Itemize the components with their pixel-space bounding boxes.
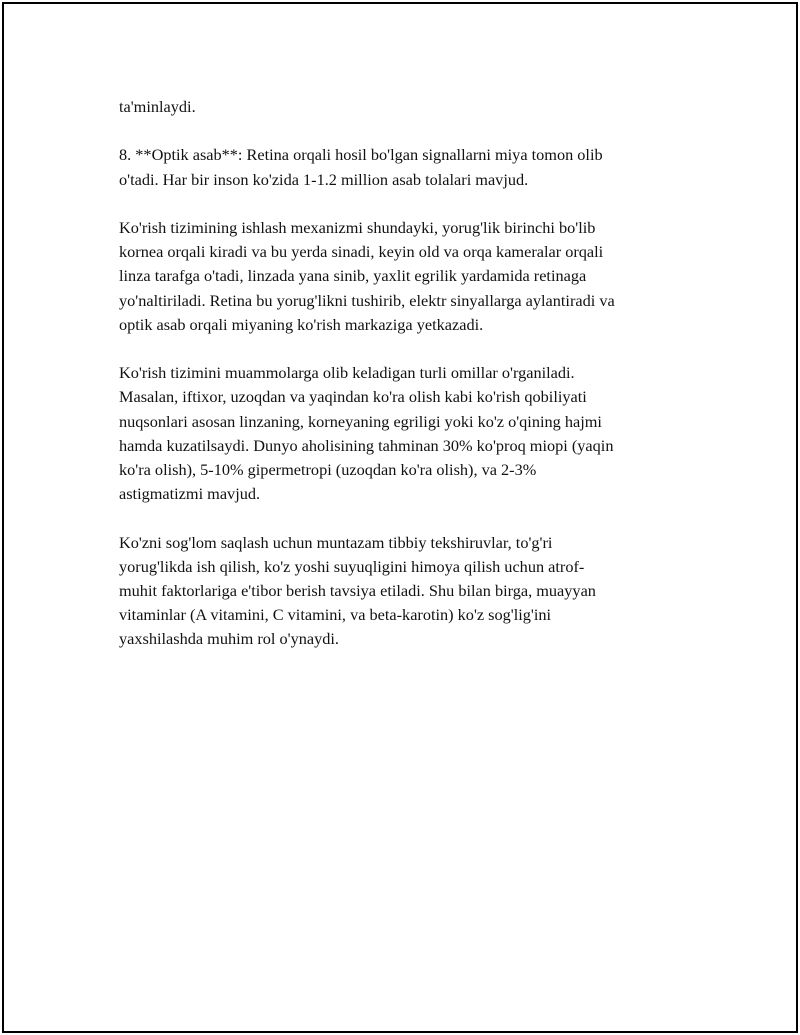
text-line: astigmatizmi mavjud.	[119, 484, 261, 504]
text-line: o'tadi. Har bir inson ko'zida 1-1.2 million asab tolalari mavjud.	[119, 169, 529, 189]
text-line: Ko'rish tizimining ishlash mexanizmi shundayki, yorug'lik birinchi bo'lib	[119, 217, 596, 237]
paragraph-optic-nerve	[119, 143, 684, 191]
text-line: kornea orqali kiradi va bu yerda sinadi, keyin old va orqa kameralar orqali	[119, 242, 604, 262]
text-line: yorug'likda ish qilish, ko'z yoshi suyuqligini himoya qilish uchun atrof-	[119, 556, 585, 576]
document-page	[2, 2, 798, 1033]
text-line: nuqsonlari asosan linzaning, korneyaning egriligi yoki ko'z o'qining hajmi	[119, 411, 602, 431]
text-line: muhit faktorlariga e'tibor berish tavsiya etiladi. Shu bilan birga, muayyan	[119, 581, 596, 600]
paragraph-vision-mechanism	[119, 216, 684, 337]
text-line: yaxshilashda muhim rol o'ynaydi.	[119, 629, 339, 649]
document-body	[119, 95, 684, 676]
text-line: vitaminlar (A vitamini, C vitamini, va beta-karotin) ko'z sog'lig'ini	[119, 605, 552, 625]
text-line: yo'naltiriladi. Retina bu yorug'likni tushirib, elektr sinyallarga aylantiradi va	[119, 290, 615, 310]
text-line: linza tarafga o'tadi, linzada yana sinib, yaxlit egrilik yardamida retinaga	[119, 266, 587, 286]
text-line: ta'minlaydi.	[119, 97, 196, 116]
text-line: optik asab orqali miyaning ko'rish markaziga yetkazadi.	[119, 314, 484, 334]
paragraph-vision-problems	[119, 361, 684, 506]
paragraph-continuation	[119, 95, 684, 119]
text-line: Ko'rish tizimini muammolarga olib keladigan turli omillar o'rganiladi.	[119, 363, 575, 383]
text-line: ko'ra olish), 5-10% gipermetropi (uzoqdan ko'ra olish), va 2-3%	[119, 460, 537, 479]
text-line: 8. **Optik asab**: Retina orqali hosil bo'lgan signallarni miya tomon olib	[119, 145, 603, 165]
paragraph-eye-health	[119, 531, 684, 652]
text-line: hamda kuzatilsaydi. Dunyo aholisining tahminan 30% ko'proq miopi (yaqin	[119, 435, 614, 455]
text-line: Ko'zni sog'lom saqlash uchun muntazam tibbiy tekshiruvlar, to'g'ri	[119, 532, 553, 552]
text-line: Masalan, iftixor, uzoqdan va yaqindan ko'ra olish kabi ko'rish qobiliyati	[119, 387, 587, 407]
